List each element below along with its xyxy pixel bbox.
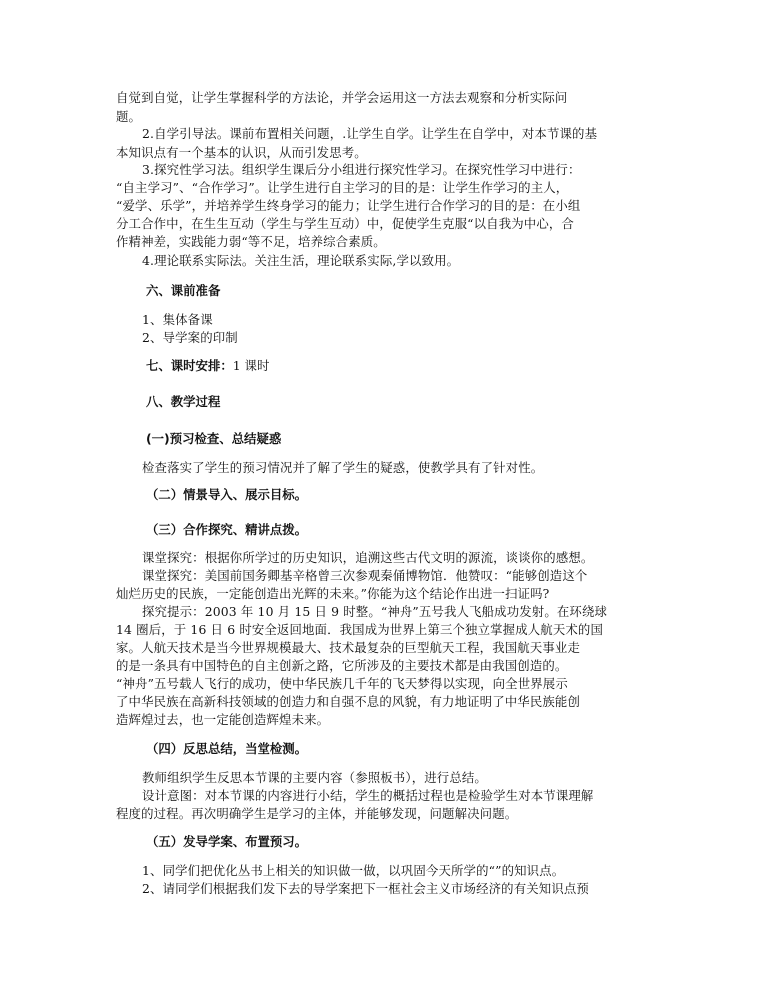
paragraph-line: 本知识点有一个基本的认识，从而引发思考。 <box>116 145 367 160</box>
paragraph-line: 灿烂历史的民族，一定能创造出光辉的未来。”你能为这个结论作出进一扫证吗? <box>116 586 550 601</box>
paragraph-line: 14 圈后，于 16 日 6 时安全返回地面．我国成为世界上第三个独立掌握成人航天术的国 <box>116 622 603 637</box>
list-item: 2、导学案的印制 <box>142 330 238 345</box>
paragraph-line: 2.自学引导法。课前布置相关问题，.让学生自学。让学生在自学中，对本节课的基 <box>142 126 598 141</box>
list-item: 1、集体备课 <box>142 312 213 327</box>
list-item: 1、同学们把优化丛书上相关的知识做一做，以巩固今天所学的“”的知识点。 <box>142 863 565 878</box>
paragraph-line: 4.理论联系实际法。关注生活，理论联系实际,学以致用。 <box>142 253 460 268</box>
paragraph-line: “自主学习”、“合作学习”。让学生进行自主学习的目的是：让学生作学习的主人， <box>116 180 569 195</box>
paragraph-line: 分工合作中，在生生互动（学生与学生互动）中，促使学生克服“以自我为中心，合 <box>116 216 574 231</box>
section-heading-process: 八、教学过程 <box>146 394 221 409</box>
subsection-heading: （四）反思总结，当堂检测。 <box>146 741 308 756</box>
paragraph-line: 3.探究性学习法。组织学生课后分小组进行探究性学习。在探究性学习中进行： <box>142 162 581 177</box>
subsection-heading: （二）情景导入、展示目标。 <box>146 487 308 502</box>
subsection-heading: (一)预习检查、总结疑惑 <box>146 431 282 446</box>
subsection-heading: （五）发导学案、布置预习。 <box>146 834 308 849</box>
paragraph-line: “神舟”五号载人飞行的成功，使中华民族几千年的飞天梦得以实现，向全世界展示 <box>116 676 568 691</box>
paragraph-line: 教师组织学生反思本节课的主要内容（参照板书），进行总结。 <box>142 770 487 785</box>
subsection-heading: （三）合作探究、精讲点拨。 <box>146 522 308 537</box>
paragraph-line: 造辉煌过去，也一定能创造辉煌未来。 <box>116 712 330 727</box>
paragraph-line: 家。人航天技术是当今世界规模最大、技术最复杂的巨型航天工程，我国航天事业走 <box>116 640 581 655</box>
paragraph-line: 作精神差，实践能力弱“等不足，培养综合素质。 <box>116 234 386 249</box>
list-item: 2、请同学们根据我们发下去的导学案把下一框社会主义市场经济的有关知识点预 <box>142 881 589 896</box>
paragraph-line: 探究提示：2003 年 10 月 15 日 9 时整。“神舟”五号我人飞船成功发射。在环绕球 <box>142 604 608 619</box>
schedule-label: 七、课时安排： <box>146 358 233 373</box>
paragraph-line: 题。 <box>116 109 142 124</box>
paragraph-line: 的是一条具有中国特色的自主创新之路，它所涉及的主要技术都是由我国创造的。 <box>116 658 568 673</box>
section-heading-schedule <box>146 356 269 376</box>
schedule-value: 1 课时 <box>232 358 270 373</box>
paragraph-line: 检查落实了学生的预习情况并了解了学生的疑惑，使教学具有了针对性。 <box>142 460 544 475</box>
paragraph-line: 程度的过程。再次明确学生是学习的主体，并能够发现，问题解决问题。 <box>116 806 518 821</box>
paragraph-line: 自觉到自觉，让学生掌握科学的方法论，并学会运用这一方法去观察和分析实际问 <box>116 90 568 105</box>
paragraph-line: 了中华民族在高新科技领域的创造力和自强不息的风貌，有力地证明了中华民族能创 <box>116 694 581 709</box>
paragraph-line: 设计意图：对本节课的内容进行小结，学生的概括过程也是检验学生对本节课理解 <box>142 788 594 803</box>
section-heading-prep: 六、课前准备 <box>146 283 221 298</box>
paragraph-line: 课堂探究：美国前国务卿基辛格曾三次参观秦俑博物馆．他赞叹：“能够创造这个 <box>142 568 588 583</box>
paragraph-line: “爱学、乐学”，并培养学生终身学习的能力；让学生进行合作学习的目的是：在小组 <box>116 198 581 213</box>
paragraph-line: 课堂探究：根据你所学过的历史知识，追溯这些古代文明的源流，谈谈你的感想。 <box>142 550 594 565</box>
